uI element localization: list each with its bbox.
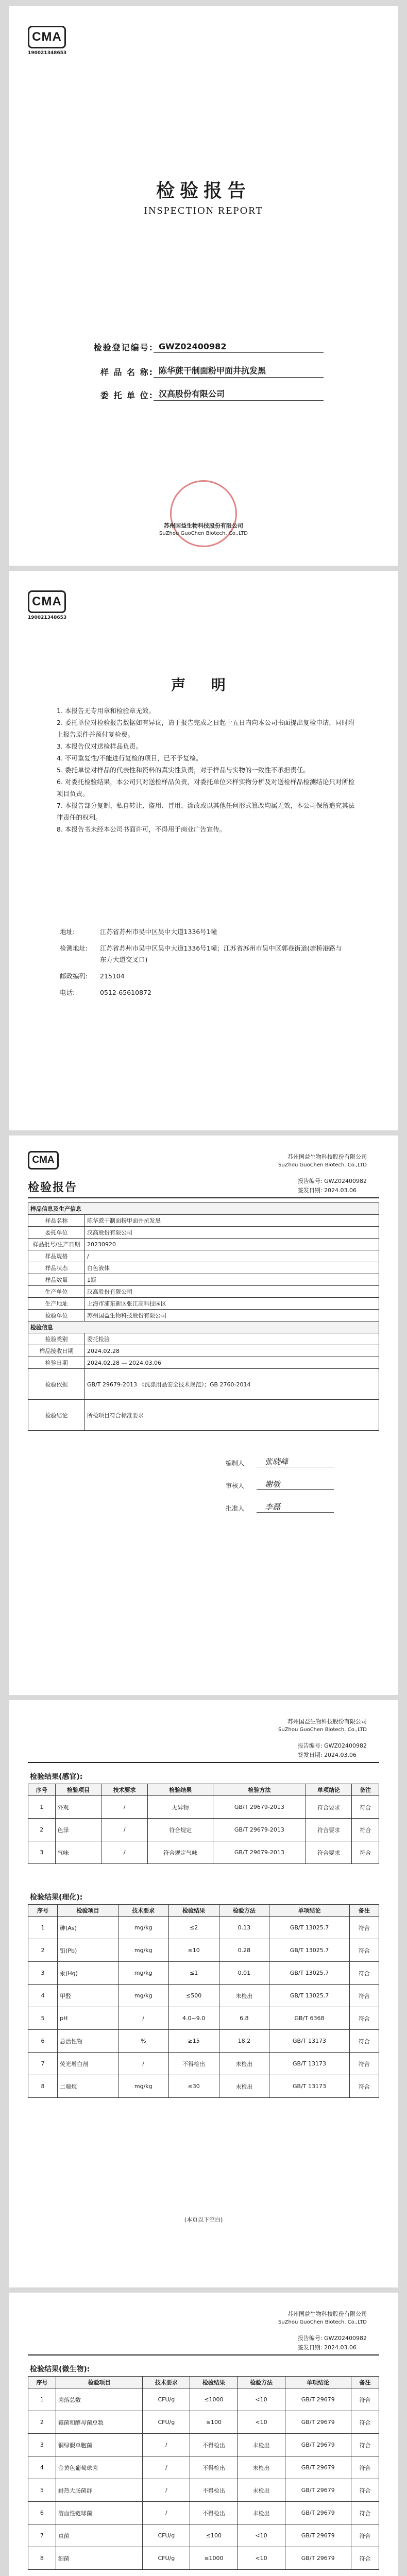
table-cell: / bbox=[143, 2479, 190, 2502]
signature-block: 编制人 张晓峰 审核人 谢敏 批准人 李磊 bbox=[226, 1445, 334, 1513]
table-cell: <10 bbox=[238, 2547, 285, 2570]
table-cell: 气味 bbox=[55, 1841, 101, 1864]
report-title-en: INSPECTION REPORT bbox=[144, 205, 263, 216]
declaration-item: 2. 委托单位对检验报告数据如有异议，请于报告完成之日起十五日内向本公司书面提出复检申请，同时附上报告原件并预付复检费。 bbox=[57, 719, 355, 738]
table-header-row bbox=[28, 2377, 379, 2388]
page-title: 检验报告 bbox=[28, 1181, 78, 1194]
page-header-lab: 苏州国益生物科技股份有限公司 SuZhou GuoChen Biotech. Co.,LTD bbox=[278, 2311, 367, 2325]
table-cell: 符合规定气味 bbox=[148, 1841, 213, 1864]
table-cell: ≤1000 bbox=[190, 2388, 238, 2411]
table-cell: 色泽 bbox=[55, 1819, 101, 1841]
signature: 张晓峰 bbox=[257, 1456, 334, 1467]
table-cell: 符合 bbox=[349, 1985, 379, 2007]
table-cell: 菌落总数 bbox=[56, 2388, 143, 2411]
table-row bbox=[28, 1819, 379, 1841]
table-cell: 符合 bbox=[351, 2411, 379, 2434]
table-cell: GB/T 13025.7 bbox=[269, 1985, 350, 2007]
table-cell: 不得检出 bbox=[190, 2456, 238, 2479]
table-cell: 1 bbox=[28, 1917, 58, 1939]
table-cell: / bbox=[143, 2434, 190, 2456]
table-cell: 符合 bbox=[352, 1819, 379, 1841]
table-cell: mg/kg bbox=[118, 1917, 168, 1939]
table-cell: 符合要求 bbox=[306, 1819, 352, 1841]
declaration-item: 4. 不可重复性/不能进行复检的项目，已不予复检。 bbox=[57, 754, 202, 762]
table-cell: GB/T 13173 bbox=[269, 2075, 350, 2098]
table-row: 样品数量 1瓶 bbox=[28, 1274, 379, 1286]
table-cell: / bbox=[101, 1841, 148, 1864]
table-row bbox=[28, 2547, 379, 2570]
info-page bbox=[9, 1136, 398, 1695]
column-header: 检验方法 bbox=[238, 2377, 285, 2388]
table-cell: / bbox=[101, 1796, 148, 1819]
table-cell: 符合 bbox=[351, 2502, 379, 2524]
table-cell: 未检出 bbox=[238, 2502, 285, 2524]
table-cell: 未检出 bbox=[219, 2053, 269, 2075]
section-micro-title: 检验结果(微生物): bbox=[30, 2365, 90, 2374]
table-cell: / bbox=[101, 1819, 148, 1841]
table-cell: 7 bbox=[28, 2053, 58, 2075]
table-row bbox=[28, 2007, 379, 2030]
cma-mark-icon: CMA bbox=[28, 1151, 59, 1170]
table-cell: 符合 bbox=[351, 2547, 379, 2570]
table-row bbox=[28, 1796, 379, 1819]
table-cell: 4 bbox=[28, 2456, 56, 2479]
table-cell: GB/T 29679 bbox=[285, 2479, 351, 2502]
column-header: 检验项目 bbox=[56, 2377, 143, 2388]
cma-number: 190021348653 bbox=[28, 50, 67, 56]
declaration-item: 3. 本报告仅对送检样品负责。 bbox=[57, 742, 142, 750]
table-row bbox=[28, 2411, 379, 2434]
table-cell: 3 bbox=[28, 2434, 56, 2456]
table-cell: 6 bbox=[28, 2030, 58, 2053]
lab-seal-stamp bbox=[170, 480, 237, 547]
table-row bbox=[28, 2456, 379, 2479]
column-header: 检验项目 bbox=[58, 1905, 118, 1917]
table-cell: 2 bbox=[28, 1819, 56, 1841]
table-row bbox=[28, 1962, 379, 1985]
report-title: 检验报告 bbox=[156, 180, 251, 201]
table-row bbox=[28, 2053, 379, 2075]
table-cell: CFU/g bbox=[143, 2524, 190, 2547]
table-cell: GB/T 29679-2013 bbox=[213, 1796, 306, 1819]
report-number: 报告编号: GWZ02400982 签发日期: 2024.03.06 bbox=[297, 1178, 367, 1194]
table-cell: % bbox=[118, 2030, 168, 2053]
cover-field-register: 检验登记编号: GWZ02400982 bbox=[87, 341, 324, 353]
lab-name: 苏州国益生物科技股份有限公司 bbox=[164, 522, 243, 529]
sensory-results-table bbox=[28, 1784, 379, 1864]
table-row: 样品规格 / bbox=[28, 1250, 379, 1262]
table-row: 检验依据 GB/T 29679-2013 《洗涤用品安全技术规范》；GB 2760-2014 bbox=[28, 1369, 379, 1400]
table-cell: 不得检出 bbox=[190, 2502, 238, 2524]
table-row bbox=[28, 2075, 379, 2098]
table-row: 委托单位 汉高股份有限公司 bbox=[28, 1227, 379, 1239]
table-cell: 8 bbox=[28, 2075, 58, 2098]
table-cell: 符合 bbox=[349, 2053, 379, 2075]
table-row: 检验结论 所检项目符合标准要求 bbox=[28, 1400, 379, 1431]
table-cell: GB/T 29679 bbox=[285, 2388, 351, 2411]
table-cell: GB/T 29679 bbox=[285, 2411, 351, 2434]
table-row bbox=[28, 2388, 379, 2411]
table-cell: GB/T 13173 bbox=[269, 2053, 350, 2075]
table-row bbox=[28, 2030, 379, 2053]
cover-page bbox=[9, 6, 398, 566]
declaration-item: 7. 本报告部分复制、私自转让、盗用、冒用、涂改或以其他任何形式篡改均属无效，本公司保留追究其法律责任的权利。 bbox=[57, 802, 355, 821]
contact-row: 地址: 江苏省苏州市吴中区吴中大道1336号1幢 bbox=[60, 928, 217, 936]
table-cell: 符合 bbox=[352, 1796, 379, 1819]
table-cell: ≤1 bbox=[168, 1962, 219, 1985]
report-number: 报告编号: GWZ02400982 签发日期: 2024.03.06 bbox=[297, 1742, 367, 1758]
table-cell: 符合 bbox=[351, 2456, 379, 2479]
table-cell: mg/kg bbox=[118, 2075, 168, 2098]
results-page bbox=[9, 1700, 398, 2287]
section-physchem-title: 检验结果(理化): bbox=[30, 1893, 83, 1902]
table-cell: GB/T 29679 bbox=[285, 2456, 351, 2479]
column-header: 单项结论 bbox=[285, 2377, 351, 2388]
table-cell: 砷(As) bbox=[58, 1917, 118, 1939]
table-row bbox=[28, 2434, 379, 2456]
table-cell: 6.8 bbox=[219, 2007, 269, 2030]
physchem-results-table bbox=[28, 1904, 379, 2098]
declaration-item: 1. 本报告无专用章和检验章无效。 bbox=[57, 707, 155, 715]
table-row: 检验类别 委托检验 bbox=[28, 1333, 379, 1345]
table-cell: GB/T 29679-2013 bbox=[213, 1819, 306, 1841]
report-number: 报告编号: GWZ02400982 签发日期: 2024.03.06 bbox=[297, 2335, 367, 2351]
table-cell: 符合要求 bbox=[306, 1796, 352, 1819]
table-cell: 未检出 bbox=[238, 2456, 285, 2479]
table-cell: ≥15 bbox=[168, 2030, 219, 2053]
column-header: 检验方法 bbox=[213, 1784, 306, 1796]
table-cell: 溶血性链球菌 bbox=[56, 2502, 143, 2524]
table-cell: 汞(Hg) bbox=[58, 1962, 118, 1985]
table-cell: GB/T 29679 bbox=[285, 2434, 351, 2456]
column-header: 检验结果 bbox=[168, 1905, 219, 1917]
table-row: 样品名称 陈华蔗干制面粉甲面井抗发黑 bbox=[28, 1215, 379, 1227]
table-cell: 耐热大肠菌群 bbox=[56, 2479, 143, 2502]
declaration-item: 6. 对委托检验结果，本公司只对送检样品负责，对委托单位来样实物分析及对送检样品检测结论只对所检项目负责。 bbox=[57, 778, 355, 798]
table-cell: 1 bbox=[28, 2388, 56, 2411]
table-cell: ≤100 bbox=[190, 2524, 238, 2547]
table-row bbox=[28, 1841, 379, 1864]
declaration-item: 8. 本报告书未经本公司书面许可，不得用于商业广告宣传。 bbox=[57, 825, 226, 833]
table-cell: GB/T 29679 bbox=[285, 2524, 351, 2547]
table-cell: GB/T 13025.7 bbox=[269, 1962, 350, 1985]
table-cell: 符合 bbox=[352, 1841, 379, 1864]
column-header: 检验项目 bbox=[55, 1784, 101, 1796]
micro-results-page bbox=[9, 2293, 398, 2576]
table-cell: 符合 bbox=[351, 2388, 379, 2411]
table-cell: <10 bbox=[238, 2388, 285, 2411]
column-header: 备注 bbox=[352, 1784, 379, 1796]
cma-logo bbox=[28, 1151, 59, 1170]
table-cell: 3 bbox=[28, 1962, 58, 1985]
table-cell: 5 bbox=[28, 2479, 56, 2502]
declaration-list bbox=[57, 705, 355, 835]
header-divider bbox=[28, 2354, 379, 2355]
table-row: 样品接收日期 2024.02.28 bbox=[28, 1345, 379, 1357]
table-cell: CFU/g bbox=[143, 2388, 190, 2411]
table-cell: / bbox=[118, 2007, 168, 2030]
table-row: 生产地址 上海市浦东新区张江高科技园区 bbox=[28, 1298, 379, 1310]
cma-number: 190021348653 bbox=[28, 615, 67, 620]
page-header-lab: 苏州国益生物科技股份有限公司 SuZhou GuoChen Biotech. Co.,LTD bbox=[278, 1154, 367, 1168]
table-cell: 4.0~9.0 bbox=[168, 2007, 219, 2030]
lab-name-en: SuZhou GuoChen Biotech. Co.,LTD bbox=[159, 531, 248, 536]
table-cell: 霉菌和酵母菌总数 bbox=[56, 2411, 143, 2434]
table-cell: GB/T 13025.7 bbox=[269, 1939, 350, 1962]
table-cell: 未检出 bbox=[219, 1985, 269, 2007]
table-cell: GB/T 13025.7 bbox=[269, 1917, 350, 1939]
page-header-lab: 苏州国益生物科技股份有限公司 SuZhou GuoChen Biotech. Co.,LTD bbox=[278, 1718, 367, 1733]
table-cell: ≤30 bbox=[168, 2075, 219, 2098]
table-row bbox=[28, 2479, 379, 2502]
table-row bbox=[28, 1939, 379, 1962]
table-cell: 符合规定 bbox=[148, 1819, 213, 1841]
table-cell: 3 bbox=[28, 1841, 56, 1864]
table-cell: 不得检出 bbox=[190, 2479, 238, 2502]
column-header: 序号 bbox=[28, 1905, 58, 1917]
table-cell: 真菌 bbox=[56, 2524, 143, 2547]
table-cell: 2 bbox=[28, 2411, 56, 2434]
table-cell: 0.13 bbox=[219, 1917, 269, 1939]
table-cell: GB/T 29679 bbox=[285, 2547, 351, 2570]
signature: 谢敏 bbox=[257, 1479, 334, 1490]
sample-info-table: 样品信息及生产信息 样品名称 陈华蔗干制面粉甲面井抗发黑 委托单位 汉高股份有限公司 样品批号/生产日期 20230920 样品规格 / 样品状态 白色液体 样品数量 1瓶 生产单位 汉高股份有限公司 生产地址 上海市浦东新区张江高科技园区 检验单位 苏州国益生物科技股份有限公司 检验信息 检验类别 委托检验 样品接收日期 2024.02.28 检验日期 2024.02.28 — 2024.03.06 检验依据 GB/T 29679-2013 《洗涤用品安全技术规范》；GB 2760-2014 检验结论 所检项目符合标准要求 bbox=[28, 1202, 379, 1431]
declaration-item: 5. 委托单位对样品的代表性和资料的真实性负责，对于样品与实物的一致性不承担责任。 bbox=[57, 766, 310, 774]
table-cell: 7 bbox=[28, 2524, 56, 2547]
table-end-note: (本页以下空白) bbox=[184, 2216, 223, 2223]
table-header-row bbox=[28, 1784, 379, 1796]
table-cell: 4 bbox=[28, 1985, 58, 2007]
table-cell: ≤100 bbox=[190, 2411, 238, 2434]
table-cell: 符合 bbox=[349, 1917, 379, 1939]
table-row: 检验单位 苏州国益生物科技股份有限公司 bbox=[28, 1310, 379, 1321]
micro-results-table bbox=[28, 2376, 379, 2570]
table-cell: 符合 bbox=[351, 2524, 379, 2547]
table-cell: 不得检出 bbox=[168, 2053, 219, 2075]
table-cell: 金黄色葡萄球菌 bbox=[56, 2456, 143, 2479]
table-cell: CFU/g bbox=[143, 2547, 190, 2570]
table-cell: 符合 bbox=[349, 1939, 379, 1962]
table-row: 生产单位 汉高股份有限公司 bbox=[28, 1286, 379, 1298]
table-cell: 1 bbox=[28, 1796, 56, 1819]
table-cell: <10 bbox=[238, 2524, 285, 2547]
column-header: 单项结论 bbox=[269, 1905, 350, 1917]
table-row bbox=[28, 2524, 379, 2547]
table-cell: / bbox=[143, 2502, 190, 2524]
contact-row: 检测地址: 江苏省苏州市吴中区吴中大道1336号1幢；江苏省苏州市吴中区郭巷街道(塘桥港路与东方大道交叉口) bbox=[60, 944, 342, 963]
cover-field-sample: 样 品 名 称: 陈华蔗干制面粉甲面井抗发黑 bbox=[87, 364, 324, 378]
table-cell: 0.01 bbox=[219, 1962, 269, 1985]
table-cell: 符合 bbox=[349, 2075, 379, 2098]
table-cell: GB/T 29679-2013 bbox=[213, 1841, 306, 1864]
table-cell: ≤1000 bbox=[190, 2547, 238, 2570]
contact-row: 电话: 0512-65610872 bbox=[60, 989, 151, 996]
cma-mark-icon: CMA bbox=[28, 590, 66, 613]
column-header: 备注 bbox=[351, 2377, 379, 2388]
table-cell: 荧光增白剂 bbox=[58, 2053, 118, 2075]
column-header: 单项结论 bbox=[306, 1784, 352, 1796]
signature: 李磊 bbox=[257, 1501, 334, 1513]
table-cell: / bbox=[143, 2456, 190, 2479]
table-cell: 不得检出 bbox=[190, 2434, 238, 2456]
cma-mark-icon: CMA bbox=[28, 26, 66, 48]
table-cell: 二噁烷 bbox=[58, 2075, 118, 2098]
column-header: 技术要求 bbox=[143, 2377, 190, 2388]
table-cell: 未检出 bbox=[238, 2434, 285, 2456]
table-cell: 符合 bbox=[349, 2007, 379, 2030]
table-row: 样品状态 白色液体 bbox=[28, 1262, 379, 1274]
column-header: 检验方法 bbox=[219, 1905, 269, 1917]
column-header: 序号 bbox=[28, 1784, 56, 1796]
table-cell: 6 bbox=[28, 2502, 56, 2524]
column-header: 序号 bbox=[28, 2377, 56, 2388]
table-cell: 总活性物 bbox=[58, 2030, 118, 2053]
table-cell: 符合 bbox=[351, 2434, 379, 2456]
table-cell: 符合 bbox=[351, 2479, 379, 2502]
table-cell: mg/kg bbox=[118, 1939, 168, 1962]
table-cell: 5 bbox=[28, 2007, 58, 2030]
table-header-row bbox=[28, 1905, 379, 1917]
section-sensory-title: 检验结果(感官): bbox=[30, 1773, 83, 1781]
table-cell: 0.28 bbox=[219, 1939, 269, 1962]
table-cell: 铅(Pb) bbox=[58, 1939, 118, 1962]
header-divider bbox=[28, 1762, 379, 1763]
cma-logo bbox=[28, 590, 66, 620]
table-cell: 2 bbox=[28, 1939, 58, 1962]
table-cell: 未检出 bbox=[238, 2479, 285, 2502]
table-cell: ≤500 bbox=[168, 1985, 219, 2007]
table-cell: 符合 bbox=[349, 1962, 379, 1985]
table-cell: mg/kg bbox=[118, 1962, 168, 1985]
table-cell: <10 bbox=[238, 2411, 285, 2434]
table-cell: GB/T 13173 bbox=[269, 2030, 350, 2053]
table-cell: mg/kg bbox=[118, 1985, 168, 2007]
table-row bbox=[28, 2502, 379, 2524]
column-header: 备注 bbox=[349, 1905, 379, 1917]
table-cell: pH bbox=[58, 2007, 118, 2030]
cover-field-client: 委 托 单 位: 汉高股份有限公司 bbox=[87, 387, 324, 401]
table-cell: ≤2 bbox=[168, 1917, 219, 1939]
table-cell: / bbox=[118, 2053, 168, 2075]
table-cell: 符合要求 bbox=[306, 1841, 352, 1864]
table-cell: 8 bbox=[28, 2547, 56, 2570]
column-header: 检验结果 bbox=[148, 1784, 213, 1796]
column-header: 检验结果 bbox=[190, 2377, 238, 2388]
table-cell: GB/T 29679 bbox=[285, 2502, 351, 2524]
table-cell: 符合 bbox=[349, 2030, 379, 2053]
column-header: 技术要求 bbox=[118, 1905, 168, 1917]
table-row bbox=[28, 1985, 379, 2007]
contact-info bbox=[60, 926, 348, 1004]
table-cell: CFU/g bbox=[143, 2411, 190, 2434]
table-cell: 甲醛 bbox=[58, 1985, 118, 2007]
header-divider bbox=[28, 1197, 379, 1198]
table-cell: ≤10 bbox=[168, 1939, 219, 1962]
table-row: 样品批号/生产日期 20230920 bbox=[28, 1239, 379, 1250]
declaration-title: 声 明 bbox=[171, 676, 236, 693]
declaration-page bbox=[9, 571, 398, 1130]
table-row: 检验日期 2024.02.28 — 2024.03.06 bbox=[28, 1357, 379, 1369]
table-row bbox=[28, 1917, 379, 1939]
contact-row: 邮政编码: 215104 bbox=[60, 972, 125, 980]
table-cell: 18.2 bbox=[219, 2030, 269, 2053]
table-cell: 无异物 bbox=[148, 1796, 213, 1819]
table-cell: 外观 bbox=[55, 1796, 101, 1819]
table-cell: GB/T 6368 bbox=[269, 2007, 350, 2030]
column-header: 技术要求 bbox=[101, 1784, 148, 1796]
table-cell: 未检出 bbox=[219, 2075, 269, 2098]
table-cell: 铜绿假单胞菌 bbox=[56, 2434, 143, 2456]
cma-logo bbox=[28, 26, 66, 56]
table-cell: 细菌 bbox=[56, 2547, 143, 2570]
